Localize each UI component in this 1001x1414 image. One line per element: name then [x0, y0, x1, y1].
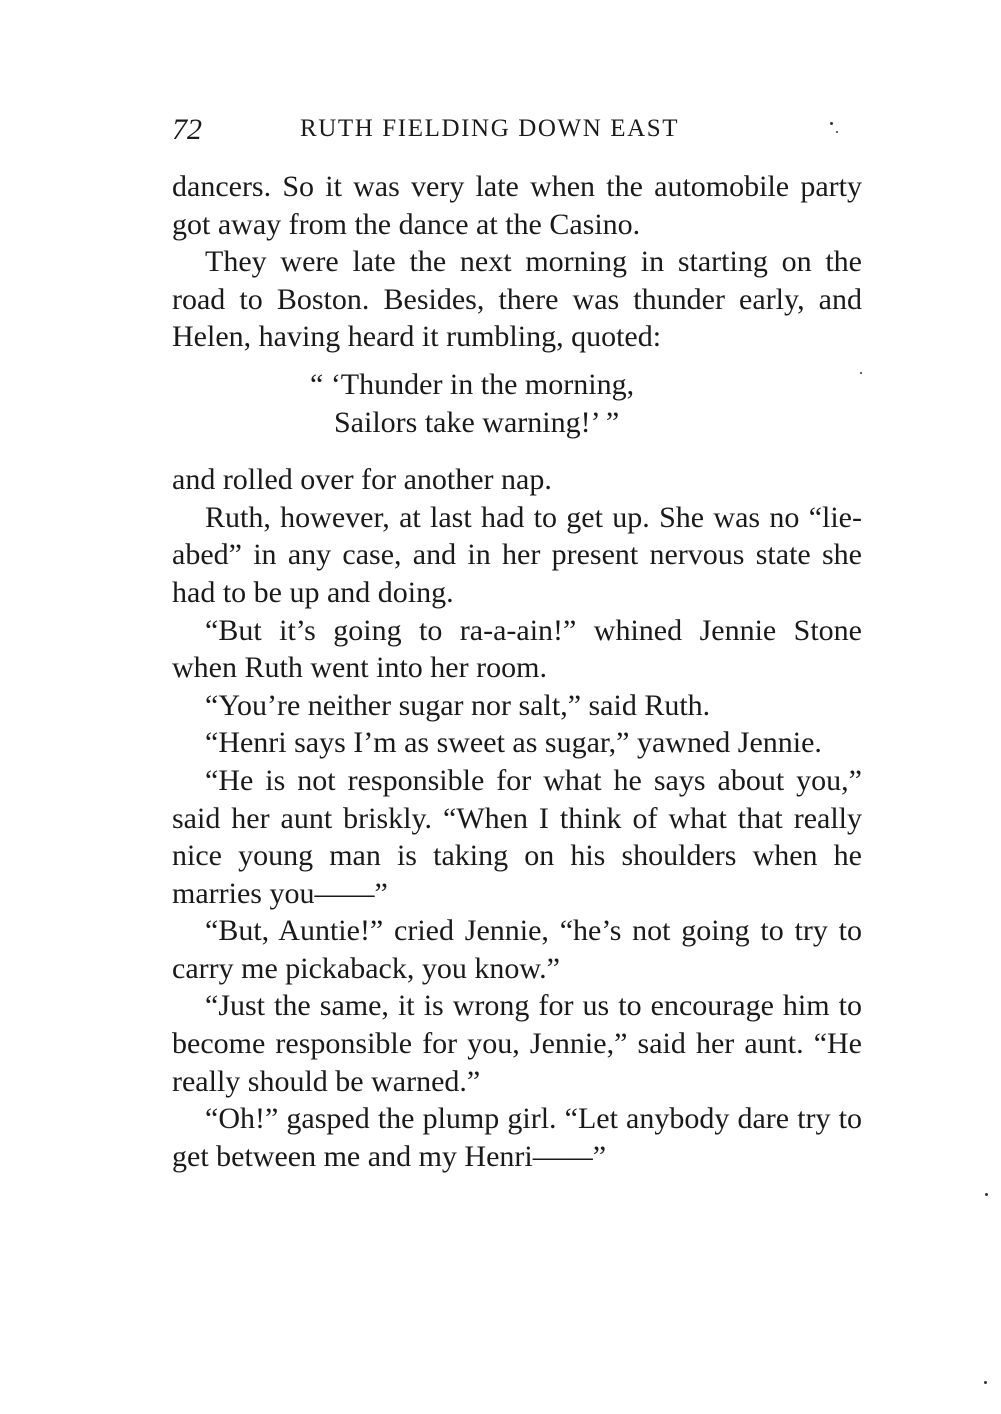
paragraph: “But, Auntie!” cried Jennie, “he’s not going to try to carry me pickaback, you know.” — [172, 914, 862, 985]
scan-speck — [830, 122, 833, 125]
paragraph: Ruth, however, at last had to get up. She was no “lie-abed” in any case, and in her present nervous state she had to be up and doing. — [172, 500, 862, 609]
paragraph: “Henri says I’m as sweet as sugar,” yawned Jennie. — [205, 726, 822, 760]
paragraph: “Oh!” gasped the plump girl. “Let anybody dare try to get between me and my Henri——” — [172, 1102, 862, 1173]
paragraph: “You’re neither sugar nor salt,” said Ruth. — [205, 688, 711, 722]
scan-speck — [985, 1193, 988, 1196]
scan-speck — [860, 372, 862, 374]
verse-line: Sailors take warning!’ ” — [334, 405, 620, 439]
page-body — [172, 168, 862, 1175]
running-title: RUTH FIELDING DOWN EAST — [300, 115, 680, 142]
verse-line: “ ‘Thunder in the morning, — [310, 367, 635, 401]
paragraph: and rolled over for another nap. — [172, 463, 552, 497]
page-header — [172, 113, 862, 147]
scan-speck — [836, 131, 838, 133]
paragraph: “But it’s going to ra-a-ain!” whined Jennie Stone when Ruth went into her room. — [172, 613, 862, 685]
paragraph: dancers. So it was very late when the automobile party got away from the dance at the Casino. — [172, 170, 862, 241]
paragraph: They were late the next morning in starting on the road to Boston. Besides, there was thunder early, and Helen, having heard it rumbling, quoted: — [172, 245, 862, 354]
page-number: 72 — [172, 113, 202, 146]
paragraph: “Just the same, it is wrong for us to encourage him to become responsible for you, Jennie,” said her aunt. “He really should be warned.” — [172, 989, 862, 1098]
paragraph: “He is not responsible for what he says about you,” said her aunt briskly. “When I think of what that really nice young man is taking on his shoulders when he marries you——” — [172, 763, 862, 910]
verse-quote — [172, 356, 862, 461]
scan-speck — [984, 1381, 987, 1384]
